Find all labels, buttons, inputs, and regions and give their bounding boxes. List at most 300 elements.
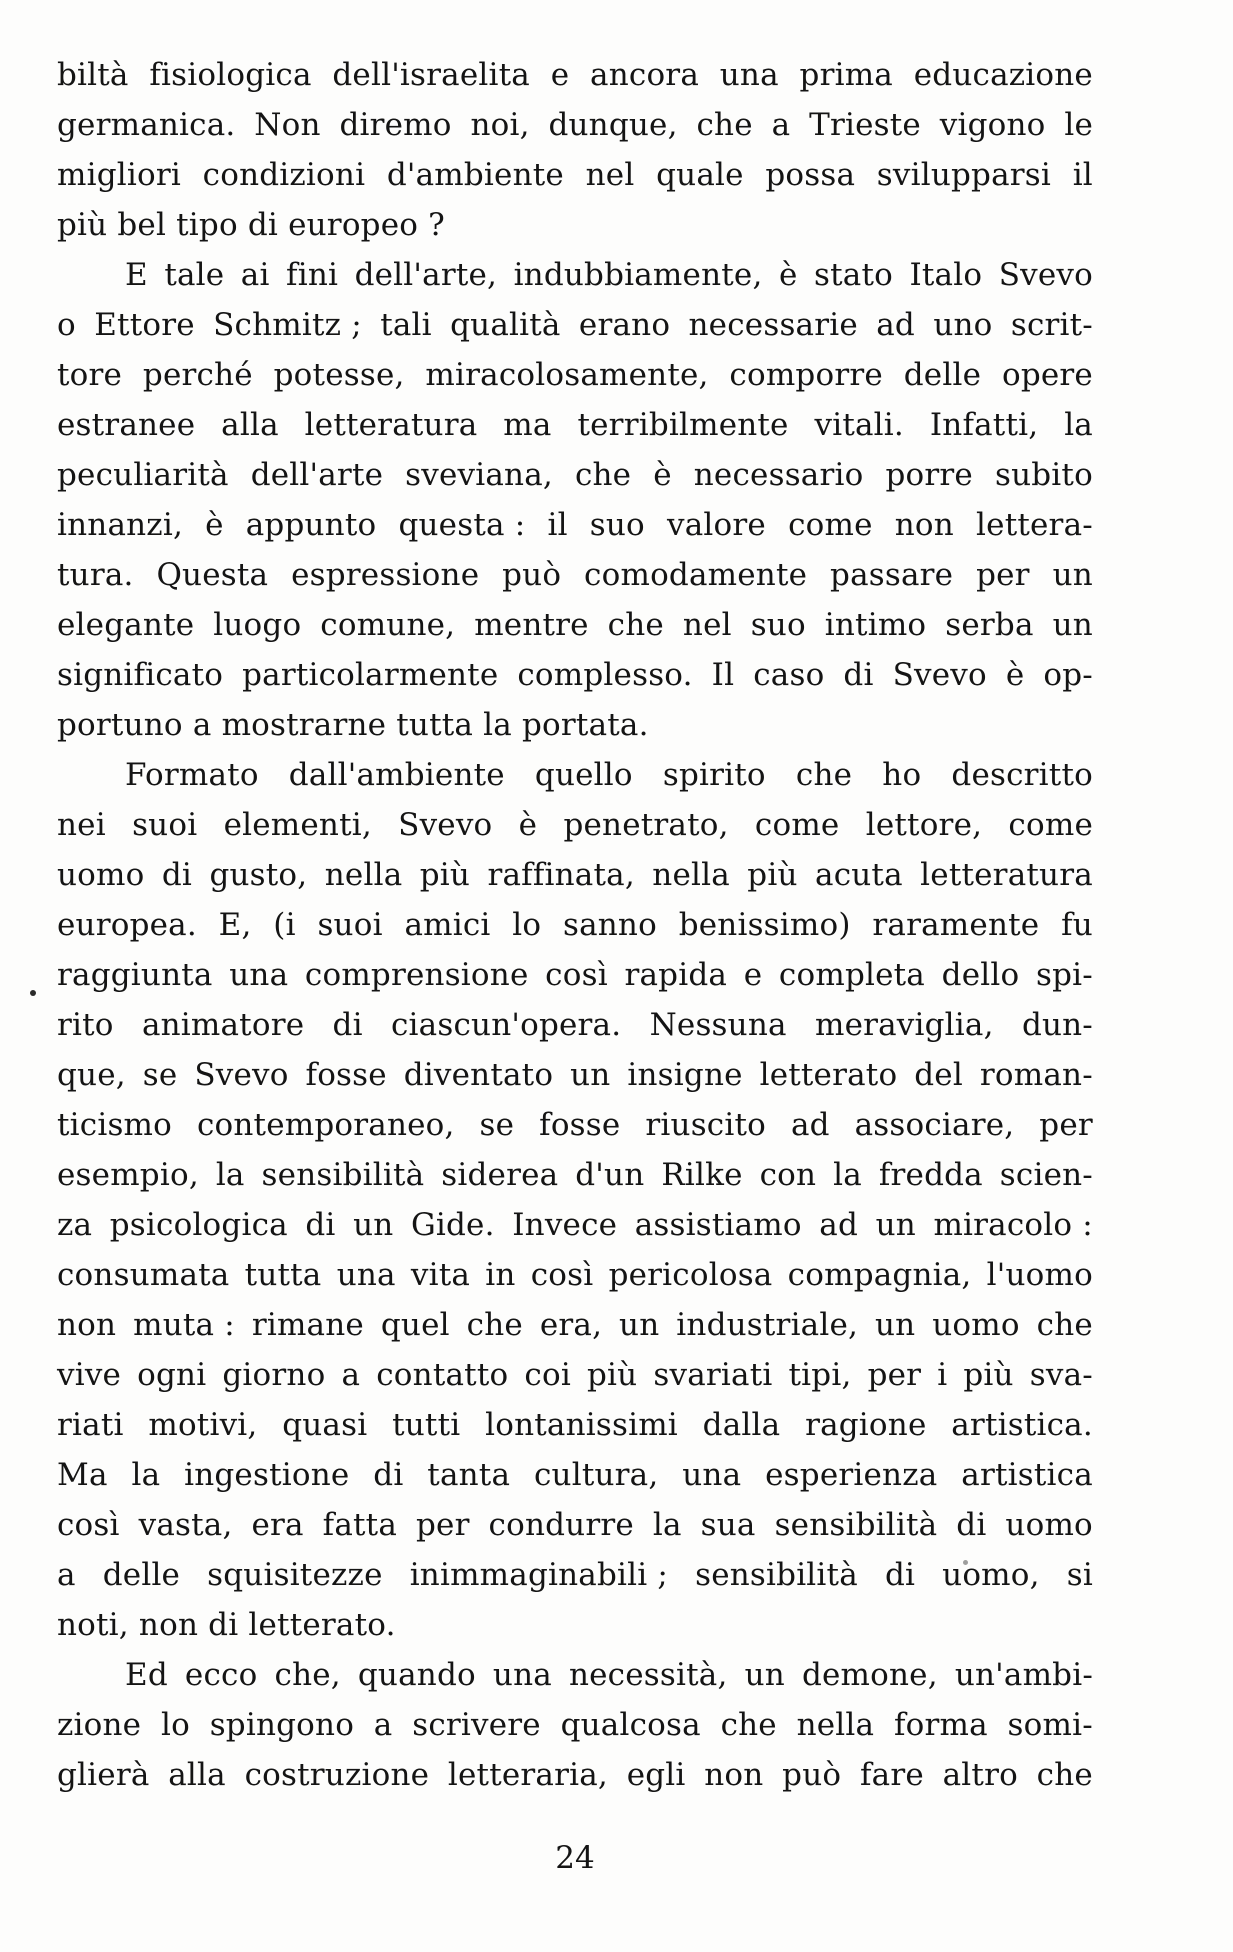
word: il xyxy=(547,507,568,543)
word: ogni xyxy=(137,1357,207,1393)
word: Infatti, xyxy=(929,407,1039,443)
word: così xyxy=(57,1507,120,1543)
word: Svevo xyxy=(194,1057,289,1093)
word: dunque, xyxy=(548,107,678,143)
word: muta : xyxy=(133,1307,235,1343)
word: che xyxy=(1036,1307,1093,1343)
word: lontanissimi xyxy=(485,1407,678,1443)
word: come xyxy=(788,507,873,543)
word: di xyxy=(161,857,193,893)
word: una xyxy=(719,57,779,93)
word: tipi, xyxy=(788,1357,852,1393)
word: amici xyxy=(404,907,491,943)
word: caso xyxy=(753,657,825,693)
word: Questa xyxy=(156,557,269,593)
word: tore xyxy=(57,357,123,393)
word: giorno xyxy=(222,1357,326,1393)
text-line xyxy=(57,1100,1093,1150)
word: è xyxy=(518,807,538,843)
word: scrit- xyxy=(1010,307,1093,343)
word: a xyxy=(57,1557,76,1593)
word: animatore xyxy=(141,1007,305,1043)
word: che, xyxy=(274,1657,341,1693)
word: ai xyxy=(240,257,270,293)
word: lo xyxy=(160,1707,190,1743)
word: raramente xyxy=(872,907,1040,943)
word: non xyxy=(57,1307,117,1343)
word: que, xyxy=(57,1057,126,1093)
word: egli xyxy=(626,1757,686,1793)
word: raggiunta xyxy=(57,957,213,993)
word: e xyxy=(550,57,570,93)
word: un xyxy=(1052,557,1093,593)
word: suoi xyxy=(132,807,198,843)
word: esperienza xyxy=(765,1457,938,1493)
word: comprensione xyxy=(304,957,529,993)
word: stato xyxy=(814,257,893,293)
word: che xyxy=(466,1307,523,1343)
word: l'uomo xyxy=(986,1257,1093,1293)
word: sanno xyxy=(562,907,657,943)
word: elegante xyxy=(57,607,195,643)
text-block xyxy=(57,50,1093,1800)
word: più xyxy=(747,857,798,893)
word: Italo xyxy=(909,257,983,293)
word: del xyxy=(914,1057,963,1093)
word: Ed xyxy=(125,1657,168,1693)
word: con xyxy=(759,1157,817,1193)
word: Il xyxy=(711,657,735,693)
word: alla xyxy=(221,407,279,443)
word: roman- xyxy=(979,1057,1093,1093)
word: ancora xyxy=(590,57,700,93)
text-line xyxy=(57,950,1093,1000)
word: a xyxy=(771,107,791,143)
word: alla xyxy=(168,1757,226,1793)
word: benissimo) xyxy=(678,907,851,943)
text-line xyxy=(57,1150,1093,1200)
word: a xyxy=(373,1707,393,1743)
word: qualità xyxy=(450,307,561,343)
word: forma xyxy=(893,1707,988,1743)
text-line xyxy=(57,1700,1093,1750)
word: un'ambi- xyxy=(954,1657,1093,1693)
text-line xyxy=(57,450,1093,500)
word: così xyxy=(530,1257,594,1293)
word: nei xyxy=(57,807,106,843)
word: dalla xyxy=(702,1407,781,1443)
word: penetrato, xyxy=(563,807,729,843)
text-line xyxy=(57,100,1093,150)
scan-speck xyxy=(963,1560,968,1565)
word: che xyxy=(574,457,632,493)
text-line xyxy=(57,800,1093,850)
word: una xyxy=(229,957,289,993)
word: di xyxy=(373,1457,404,1493)
text-line xyxy=(57,1250,1093,1300)
word: costruzione xyxy=(244,1757,430,1793)
word: la xyxy=(215,1157,245,1193)
word: psicologica xyxy=(109,1207,288,1243)
word: suo xyxy=(750,607,806,643)
word: ad xyxy=(790,1107,830,1143)
word: sensibilità xyxy=(774,1507,938,1543)
word: una xyxy=(336,1257,396,1293)
word: nella xyxy=(796,1707,875,1743)
word: consumata xyxy=(57,1257,230,1293)
word: è xyxy=(205,507,224,543)
word: zione xyxy=(57,1707,142,1743)
word: qualcosa xyxy=(560,1707,701,1743)
word: estranee xyxy=(57,407,196,443)
word: fosse xyxy=(305,1057,387,1093)
word: che xyxy=(795,757,853,793)
word: necessità, xyxy=(568,1657,728,1693)
word: E, xyxy=(218,907,252,943)
word: assistiamo xyxy=(634,1207,802,1243)
word: diremo xyxy=(339,107,452,143)
word: la xyxy=(652,1507,682,1543)
text-line xyxy=(57,750,1093,800)
text-line xyxy=(57,1050,1093,1100)
word: migliori xyxy=(57,157,181,193)
word: Formato xyxy=(125,757,259,793)
word: vive xyxy=(57,1357,122,1393)
word: di xyxy=(956,1507,987,1543)
word: espressione xyxy=(291,557,480,593)
word: dall'ambiente xyxy=(288,757,505,793)
word: sensibilità xyxy=(695,1557,858,1593)
word: descritto xyxy=(951,757,1093,793)
word: la xyxy=(131,1457,161,1493)
word: un xyxy=(1052,607,1093,643)
word: di xyxy=(332,1007,363,1043)
word: se xyxy=(142,1057,178,1093)
word: significato xyxy=(57,657,224,693)
text-line xyxy=(57,1200,1093,1250)
word: Trieste xyxy=(809,107,921,143)
word: più xyxy=(419,857,471,893)
word: che xyxy=(607,607,664,643)
word: valore xyxy=(667,507,766,543)
word: nel xyxy=(585,157,635,193)
text-line xyxy=(57,1350,1093,1400)
word: un xyxy=(875,1207,916,1243)
word: peculiarità xyxy=(57,457,229,493)
word: esempio, xyxy=(57,1157,199,1193)
word: vasta, xyxy=(138,1507,233,1543)
word: miracolosamente, xyxy=(425,357,709,393)
word: un xyxy=(619,1307,660,1343)
word: insigne xyxy=(627,1057,743,1093)
word: tura. xyxy=(57,557,134,593)
word: (i xyxy=(273,907,296,943)
word: letteratura xyxy=(304,407,478,443)
word: diventato xyxy=(403,1057,554,1093)
word: rimane xyxy=(251,1307,364,1343)
word: indubbiamente, xyxy=(513,257,763,293)
word: riuscito xyxy=(645,1107,766,1143)
word: può xyxy=(782,1757,842,1793)
word: fredda xyxy=(878,1157,983,1193)
word: svariati xyxy=(653,1357,773,1393)
word: vita xyxy=(410,1257,471,1293)
word: compagnia, xyxy=(787,1257,972,1293)
word: sva- xyxy=(1029,1357,1093,1393)
word: d'un xyxy=(575,1157,645,1193)
word: Rilke xyxy=(661,1157,743,1193)
word: siderea xyxy=(441,1157,559,1193)
word: ragione xyxy=(805,1407,927,1443)
word: i xyxy=(937,1357,948,1393)
word: spi- xyxy=(1036,957,1093,993)
word: una xyxy=(682,1457,742,1493)
word: sua xyxy=(700,1507,756,1543)
word: porre xyxy=(885,457,973,493)
word: vitali. xyxy=(814,407,904,443)
word: quale xyxy=(656,157,744,193)
word: un xyxy=(744,1657,785,1693)
word: riati xyxy=(57,1407,124,1443)
word: ho xyxy=(882,757,922,793)
word: potesse, xyxy=(273,357,405,393)
word: particolarmente xyxy=(242,657,499,693)
word: Svevo xyxy=(998,257,1093,293)
word: spingono xyxy=(209,1707,355,1743)
word: tale xyxy=(164,257,225,293)
word: quando xyxy=(357,1657,476,1693)
word: rito xyxy=(57,1007,114,1043)
word: la xyxy=(1064,407,1093,443)
word: ma xyxy=(503,407,552,443)
word: la xyxy=(833,1157,862,1193)
word: za xyxy=(57,1207,93,1243)
word: di xyxy=(843,657,874,693)
word: e xyxy=(743,957,763,993)
word: Gide. xyxy=(410,1207,495,1243)
text-line xyxy=(57,1400,1093,1450)
word: opere xyxy=(1001,357,1093,393)
word: a xyxy=(341,1357,361,1393)
word: Non xyxy=(254,107,321,143)
word: è xyxy=(653,457,672,493)
word: questa : xyxy=(398,507,526,543)
word: tutti xyxy=(392,1407,461,1443)
text-line xyxy=(57,1000,1093,1050)
word: uomo xyxy=(57,857,145,893)
word: meraviglia, xyxy=(814,1007,994,1043)
word: perché xyxy=(142,357,253,393)
text-line xyxy=(57,1550,1093,1600)
word: somi- xyxy=(1007,1707,1093,1743)
word: ad xyxy=(876,307,915,343)
word: non xyxy=(704,1757,764,1793)
word: lettore, xyxy=(865,807,983,843)
word: era xyxy=(251,1507,304,1543)
word: svilupparsi xyxy=(876,157,1052,193)
word: tanta xyxy=(427,1457,511,1493)
word: germanica. xyxy=(57,107,236,143)
word: pericolosa xyxy=(608,1257,773,1293)
word: uomo, xyxy=(942,1557,1040,1593)
scan-speck xyxy=(30,990,36,996)
word: per xyxy=(415,1507,470,1543)
word: innanzi, xyxy=(57,507,183,543)
word: inimmaginabili ; xyxy=(409,1557,669,1593)
word: condizioni xyxy=(202,157,366,193)
word: comporre xyxy=(729,357,883,393)
word: lettera- xyxy=(976,507,1093,543)
word: Schmitz ; xyxy=(213,307,362,343)
word: rapida xyxy=(624,957,728,993)
word: tutta xyxy=(244,1257,322,1293)
word: per xyxy=(1039,1107,1093,1143)
word: educazione xyxy=(913,57,1093,93)
word: Ma xyxy=(57,1457,108,1493)
word: dell'arte, xyxy=(354,257,498,293)
word: come xyxy=(1008,807,1093,843)
word: europea. xyxy=(57,907,197,943)
text-line xyxy=(57,550,1093,600)
word: una xyxy=(492,1657,552,1693)
word: squisitezze xyxy=(207,1557,383,1593)
word: associare, xyxy=(854,1107,1015,1143)
word: gusto, xyxy=(209,857,308,893)
word: di xyxy=(305,1207,336,1243)
word: fisiologica xyxy=(149,57,312,93)
text-line xyxy=(57,1650,1093,1700)
word: più xyxy=(963,1357,1014,1393)
word: letteraria, xyxy=(447,1757,608,1793)
word: nella xyxy=(652,857,730,893)
text-line xyxy=(57,350,1093,400)
word: dell'israelita xyxy=(332,57,530,93)
text-line: noti, non di letterato. xyxy=(57,1607,396,1643)
word: spirito xyxy=(662,757,766,793)
word: nel xyxy=(682,607,732,643)
text-line xyxy=(57,850,1093,900)
word: così xyxy=(545,957,608,993)
word: Ettore xyxy=(94,307,195,343)
word: artistica. xyxy=(951,1407,1093,1443)
word: per xyxy=(976,557,1030,593)
word: biltà xyxy=(57,57,129,93)
word: uno xyxy=(933,307,993,343)
word: artistica xyxy=(961,1457,1093,1493)
word: passare xyxy=(830,557,954,593)
word: demone, xyxy=(801,1657,938,1693)
word: completa xyxy=(778,957,925,993)
word: letteratura xyxy=(920,857,1093,893)
word: miracolo : xyxy=(933,1207,1093,1243)
word: serba xyxy=(945,607,1034,643)
word: Svevo xyxy=(892,657,987,693)
word: delle xyxy=(102,1557,181,1593)
word: quel xyxy=(380,1307,450,1343)
word: era, xyxy=(539,1307,603,1343)
word: dello xyxy=(941,957,1020,993)
word: contemporaneo, xyxy=(196,1107,455,1143)
word: complesso. xyxy=(517,657,693,693)
word: fini xyxy=(286,257,339,293)
word: che xyxy=(720,1707,777,1743)
word: o xyxy=(57,307,76,343)
word: lo xyxy=(512,907,542,943)
word: vigono xyxy=(939,107,1046,143)
text-line xyxy=(57,50,1093,100)
word: ticismo xyxy=(57,1107,173,1143)
word: scien- xyxy=(999,1157,1093,1193)
word: raffinata, xyxy=(487,857,635,893)
word: tali xyxy=(380,307,432,343)
word: appunto xyxy=(245,507,377,543)
word: di xyxy=(884,1557,916,1593)
word: non xyxy=(894,507,954,543)
text-line: portuno a mostrarne tutta la portata. xyxy=(57,707,649,743)
text-line xyxy=(57,400,1093,450)
word: dun- xyxy=(1021,1007,1093,1043)
word: subito xyxy=(994,457,1093,493)
word: che xyxy=(696,107,753,143)
text-line xyxy=(57,500,1093,550)
text-line xyxy=(57,1450,1093,1500)
word: ciascun'opera. xyxy=(391,1007,622,1043)
word: Nessuna xyxy=(649,1007,787,1043)
text-line xyxy=(57,1300,1093,1350)
word: ingestione xyxy=(184,1457,350,1493)
word: scrivere xyxy=(412,1707,541,1743)
word: comodamente xyxy=(584,557,808,593)
word: più xyxy=(587,1357,638,1393)
word: op- xyxy=(1043,657,1093,693)
word: Invece xyxy=(512,1207,618,1243)
word: d'ambiente xyxy=(386,157,564,193)
word: uomo xyxy=(1005,1507,1093,1543)
word: fatta xyxy=(322,1507,398,1543)
word: contatto xyxy=(376,1357,509,1393)
word: coi xyxy=(524,1357,571,1393)
word: può xyxy=(502,557,562,593)
word: un xyxy=(353,1207,394,1243)
word: prima xyxy=(799,57,893,93)
word: è xyxy=(778,257,798,293)
word: nella xyxy=(324,857,403,893)
word: quello xyxy=(534,757,633,793)
word: sveviana, xyxy=(405,457,553,493)
page-number: 24 xyxy=(555,1840,595,1876)
word: E xyxy=(125,257,148,293)
word: si xyxy=(1066,1557,1093,1593)
text-line xyxy=(57,150,1093,200)
text-line xyxy=(57,650,1093,700)
word: suoi xyxy=(317,907,383,943)
word: cultura, xyxy=(534,1457,659,1493)
word: ad xyxy=(819,1207,859,1243)
word: come xyxy=(754,807,840,843)
word: fare xyxy=(859,1757,924,1793)
word: ecco xyxy=(184,1657,258,1693)
text-line xyxy=(57,1750,1093,1800)
word: le xyxy=(1064,107,1093,143)
word: intimo xyxy=(824,607,927,643)
text-line xyxy=(57,1500,1093,1550)
word: letterato xyxy=(759,1057,898,1093)
word: suo xyxy=(589,507,645,543)
word: Svevo xyxy=(398,807,493,843)
word: comune, xyxy=(320,607,456,643)
text-line xyxy=(57,300,1093,350)
word: possa xyxy=(765,157,856,193)
